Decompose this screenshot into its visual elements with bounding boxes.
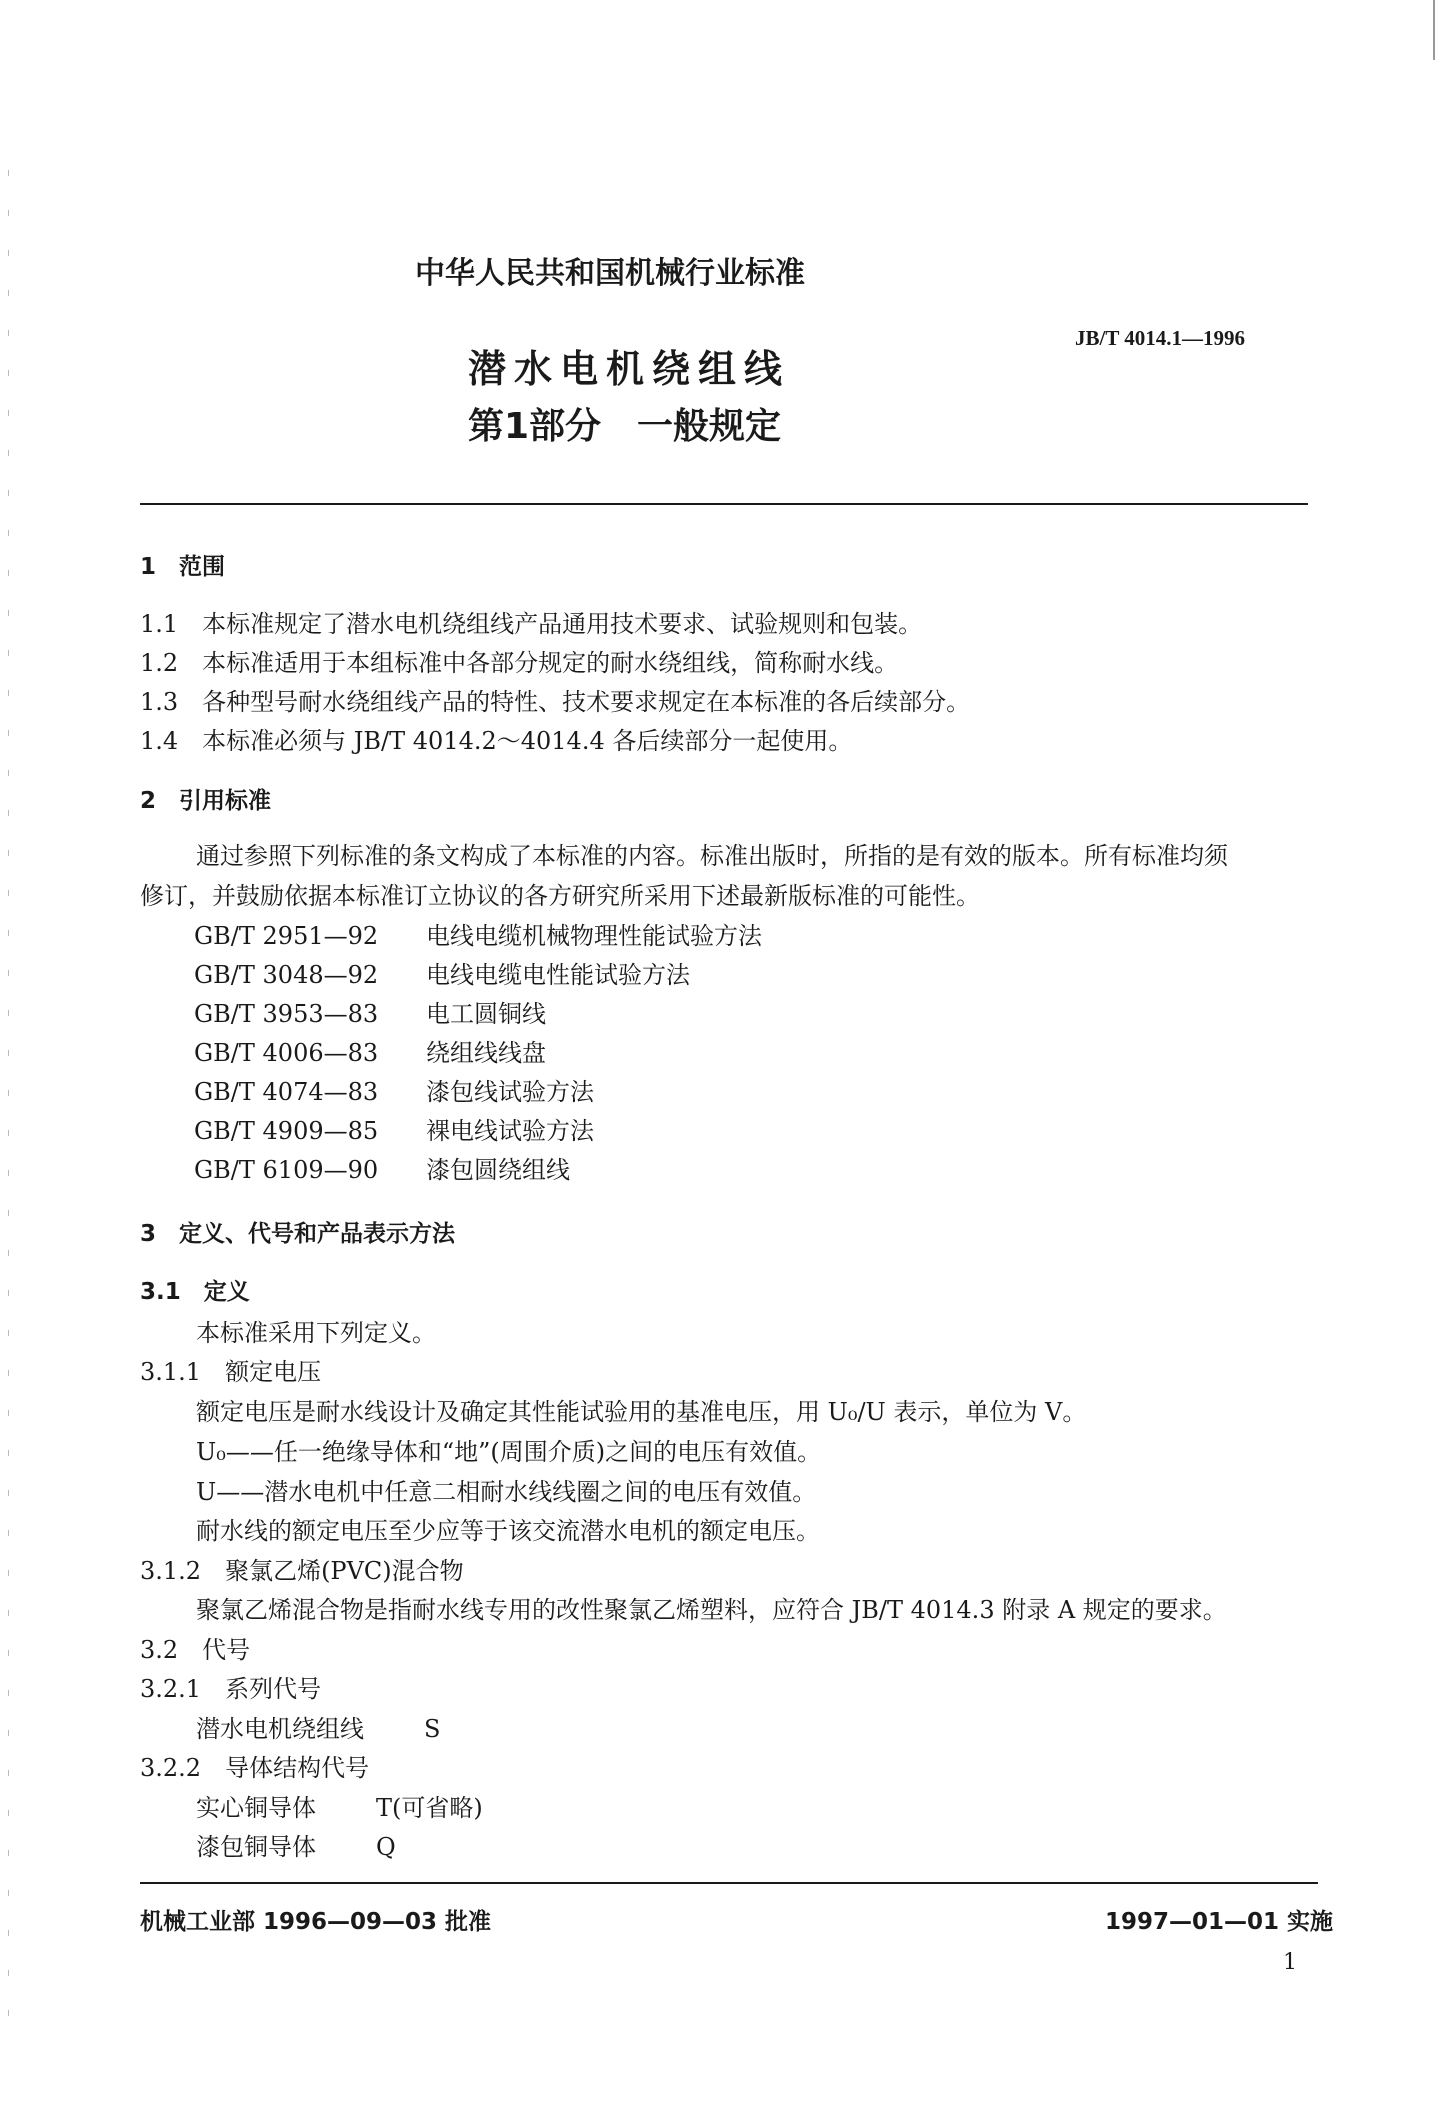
reference-item <box>194 1158 762 1197</box>
clause-3-2-heading: 3.2 代号 <box>140 1636 251 1664</box>
reference-code: GB/T 3953—83 <box>194 1000 379 1028</box>
series-code-name: 潜水电机绕组线 <box>196 1715 364 1743</box>
reference-title: 电工圆铜线 <box>426 1000 546 1028</box>
org-title: 中华人民共和国机械行业标准 <box>415 256 805 291</box>
clause-1-1: 1.1 本标准规定了潜水电机绕组线产品通用技术要求、试验规则和包装。 <box>140 610 923 638</box>
conductor-code-value: Q <box>376 1833 396 1861</box>
clause-3-2-2-heading: 3.2.2 导体结构代号 <box>140 1754 370 1782</box>
page-number: 1 <box>1283 1950 1297 1975</box>
doc-title-line1: 潜水电机绕组线 <box>468 347 791 391</box>
conductor-code-name: 漆包铜导体 <box>196 1833 316 1861</box>
reference-title: 漆包圆绕组线 <box>426 1156 570 1184</box>
reference-code: GB/T 3048—92 <box>194 961 379 989</box>
section-2-intro-line2: 修订，并鼓励依据本标准订立协议的各方研究所采用下述最新版标准的可能性。 <box>140 882 980 910</box>
effective-date: 1997—01—01 实施 <box>1105 1909 1334 1935</box>
reference-item <box>194 924 762 963</box>
reference-code: GB/T 2951—92 <box>194 922 379 950</box>
section-2-heading: 2 引用标准 <box>140 788 272 814</box>
reference-item <box>194 963 762 1002</box>
conductor-code-name: 实心铜导体 <box>196 1794 316 1822</box>
conductor-code-row <box>196 1835 396 1859</box>
reference-item <box>194 1041 762 1080</box>
reference-item <box>194 1002 762 1041</box>
scan-edge-mark <box>8 170 9 2020</box>
clause-1-2: 1.2 本标准适用于本组标准中各部分规定的耐水绕组线，简称耐水线。 <box>140 649 899 677</box>
reference-item <box>194 1119 762 1158</box>
reference-title: 电线电缆机械物理性能试验方法 <box>426 922 762 950</box>
header-rule <box>140 503 1308 505</box>
footer-rule <box>140 1882 1318 1884</box>
reference-title: 绕组线线盘 <box>426 1039 546 1067</box>
section-1-heading: 1 范围 <box>140 554 226 580</box>
reference-code: GB/T 4074—83 <box>194 1078 379 1106</box>
conductor-code-row <box>196 1796 483 1820</box>
scan-edge-mark-right <box>1433 0 1435 60</box>
clause-3-2-1-heading: 3.2.1 系列代号 <box>140 1675 322 1703</box>
clause-3-1-text: 本标准采用下列定义。 <box>196 1319 436 1347</box>
clause-3-1-1-para-c: U——潜水电机中任意二相耐水线线圈之间的电压有效值。 <box>196 1478 817 1506</box>
section-3-heading: 3 定义、代号和产品表示方法 <box>140 1221 456 1247</box>
reference-code: GB/T 4006—83 <box>194 1039 379 1067</box>
series-code-row <box>196 1717 440 1741</box>
reference-title: 裸电线试验方法 <box>426 1117 594 1145</box>
clause-3-1-2-text: 聚氯乙烯混合物是指耐水线专用的改性聚氯乙烯塑料，应符合 JB/T 4014.3 附录 A 规定的要求。 <box>196 1596 1227 1624</box>
doc-title-line2: 第1部分 一般规定 <box>468 406 782 447</box>
reference-item <box>194 1080 762 1119</box>
reference-title: 漆包线试验方法 <box>426 1078 594 1106</box>
clause-3-1-heading: 3.1 定义 <box>140 1279 250 1305</box>
approval-statement: 机械工业部 1996—09—03 批准 <box>140 1909 492 1935</box>
section-2-intro-line1: 通过参照下列标准的条文构成了本标准的内容。标准出版时，所指的是有效的版本。所有标准均须 <box>196 842 1228 870</box>
standard-number: JB/T 4014.1—1996 <box>1075 326 1245 350</box>
clause-3-1-1-para-d: 耐水线的额定电压至少应等于该交流潜水电机的额定电压。 <box>196 1517 820 1545</box>
series-code-value: S <box>424 1715 441 1743</box>
reference-code: GB/T 6109—90 <box>194 1156 379 1184</box>
conductor-code-value: T(可省略) <box>376 1794 483 1822</box>
clause-3-1-1-heading: 3.1.1 额定电压 <box>140 1358 322 1386</box>
reference-list <box>194 924 762 1197</box>
clause-1-4: 1.4 本标准必须与 JB/T 4014.2～4014.4 各后续部分一起使用。 <box>140 727 853 755</box>
reference-code: GB/T 4909—85 <box>194 1117 379 1145</box>
clause-3-1-1-para-b: U₀——任一绝缘导体和“地”(周围介质)之间的电压有效值。 <box>196 1438 822 1466</box>
clause-1-3: 1.3 各种型号耐水绕组线产品的特性、技术要求规定在本标准的各后续部分。 <box>140 688 971 716</box>
clause-3-1-2-heading: 3.1.2 聚氯乙烯(PVC)混合物 <box>140 1557 464 1585</box>
clause-3-1-1-para-a: 额定电压是耐水线设计及确定其性能试验用的基准电压，用 U₀/U 表示，单位为 V。 <box>196 1398 1087 1426</box>
reference-title: 电线电缆电性能试验方法 <box>426 961 690 989</box>
